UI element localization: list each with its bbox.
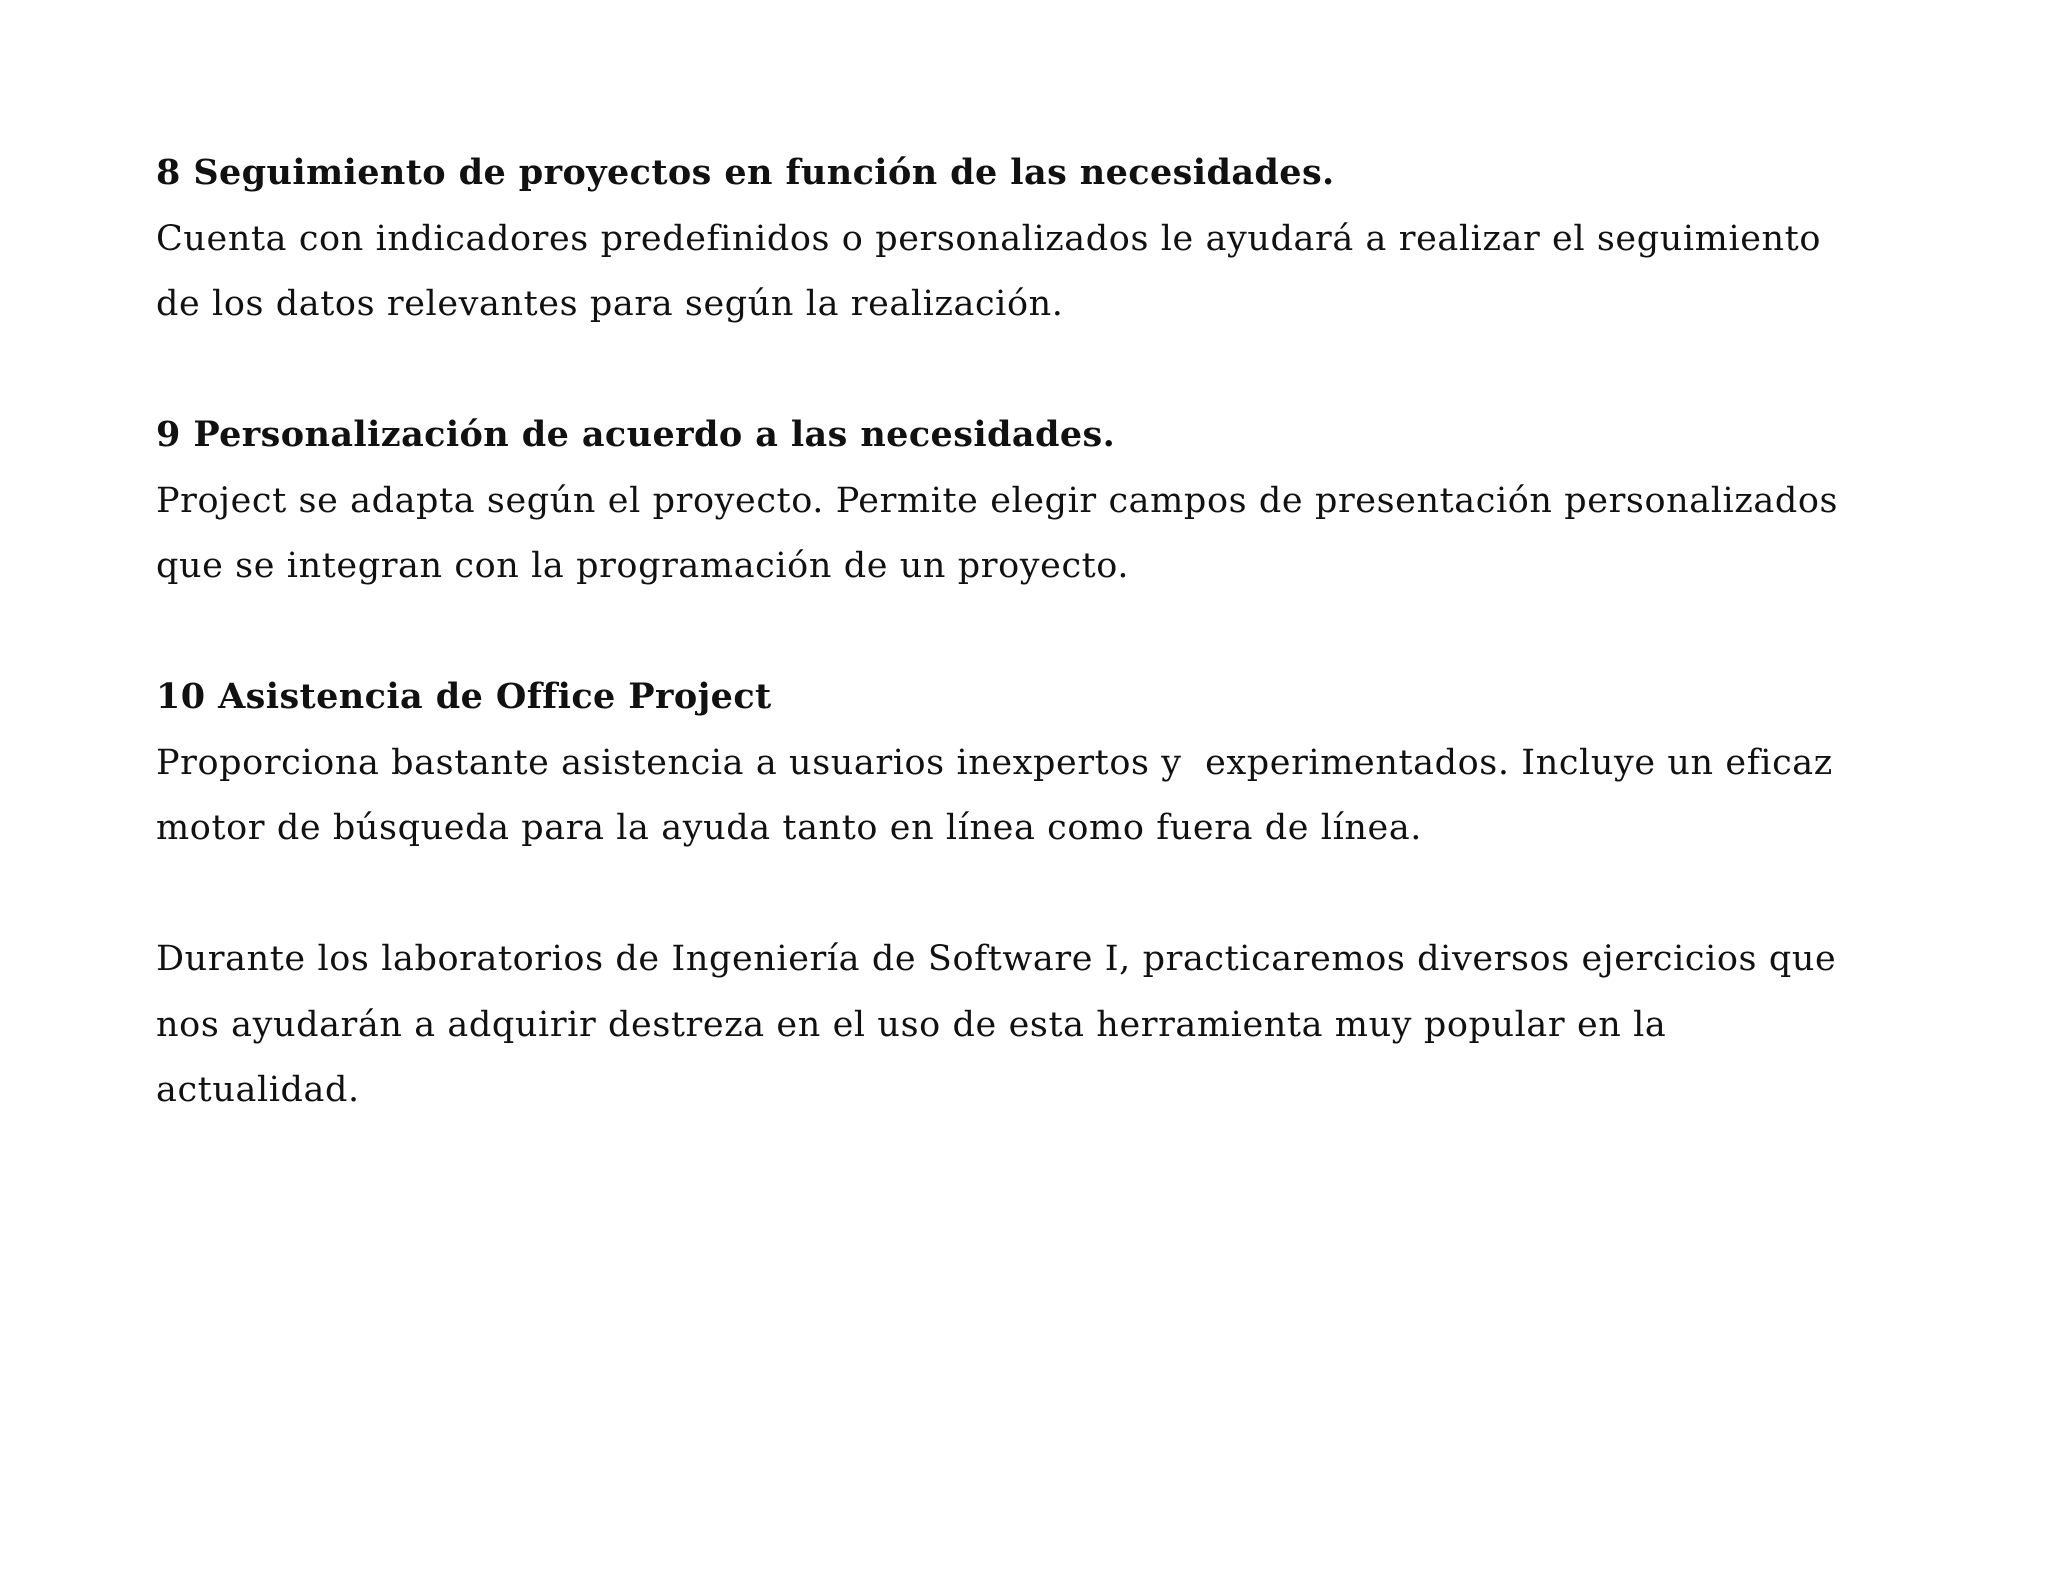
section-10-heading: 10 Asistencia de Office Project bbox=[156, 676, 772, 717]
section-10-line-2: motor de búsqueda para la ayuda tanto en línea como fuera de línea. bbox=[156, 808, 1423, 848]
closing-line-1: Durante los laboratorios de Ingeniería de Software I, practicaremos diversos ejercicios que bbox=[156, 939, 1837, 979]
section-9-line-2: que se integran con la programación de un proyecto. bbox=[156, 546, 1130, 586]
section-8-line-1: Cuenta con indicadores predefinidos o personalizados le ayudará a realizar el seguimiento bbox=[156, 219, 1822, 259]
section-8-line-2: de los datos relevantes para según la realización. bbox=[156, 284, 1064, 324]
closing-line-2: nos ayudarán a adquirir destreza en el uso de esta herramienta muy popular en la bbox=[156, 1005, 1667, 1045]
closing-line-3: actualidad. bbox=[156, 1070, 360, 1110]
section-9-line-1: Project se adapta según el proyecto. Permite elegir campos de presentación personalizados bbox=[156, 481, 1839, 521]
section-8-heading: 8 Seguimiento de proyectos en función de las necesidades. bbox=[156, 152, 1335, 193]
section-9-heading: 9 Personalización de acuerdo a las necesidades. bbox=[156, 414, 1116, 455]
section-10-line-1: Proporciona bastante asistencia a usuarios inexpertos y experimentados. Incluye un eficaz bbox=[156, 743, 1833, 783]
